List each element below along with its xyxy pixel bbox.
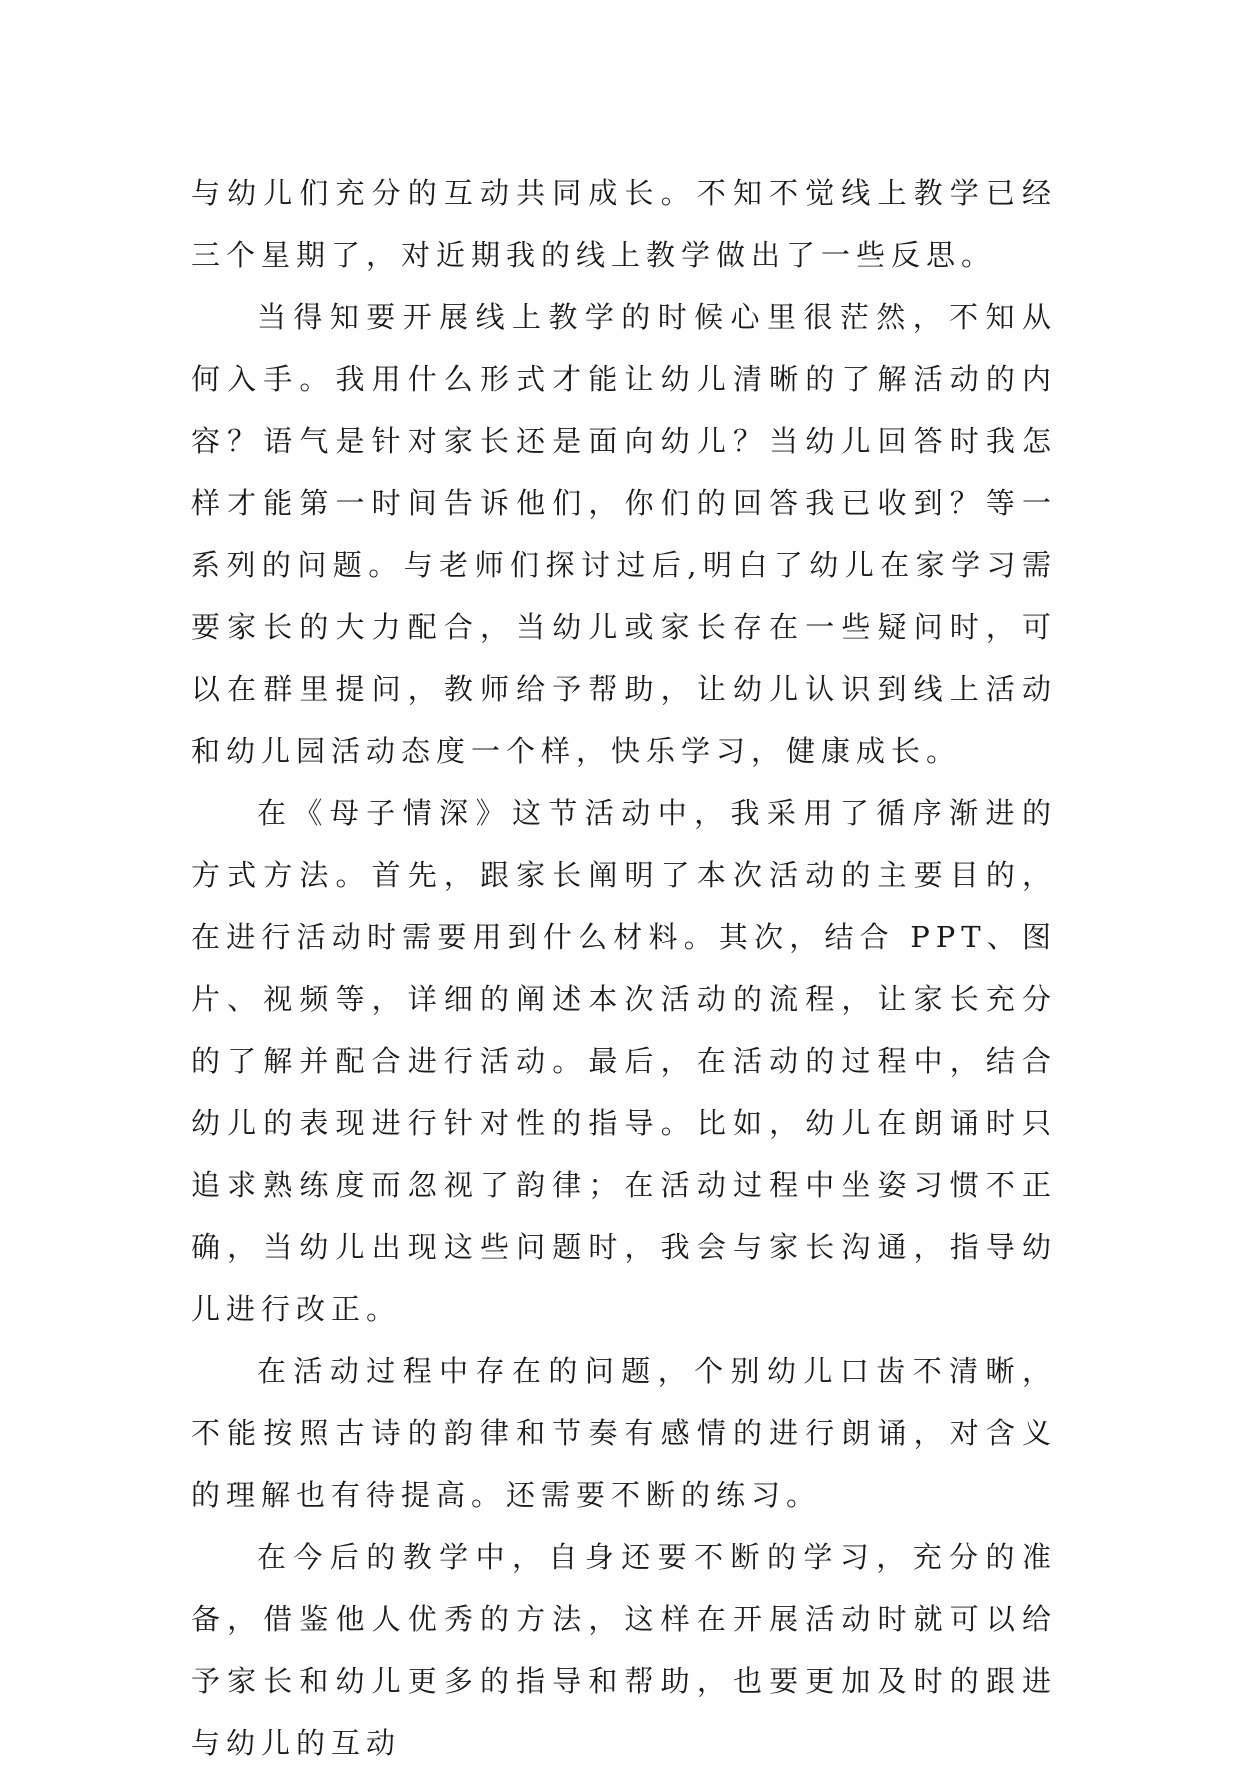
document-body xyxy=(191,162,1057,1774)
paragraph-future-plans: 在今后的教学中，自身还要不断的学习，充分的准备，借鉴他人优秀的方法，这样在开展活动时就可以给予家长和幼儿更多的指导和帮助，也要更加及时的跟进与幼儿的互动 xyxy=(191,1540,1057,1760)
paragraph-continuation: 与幼儿们充分的互动共同成长。不知不觉线上教学已经三个星期了，对近期我的线上教学做出了一些反思。 xyxy=(191,176,1057,272)
paragraph-problems: 在活动过程中存在的问题，个别幼儿口齿不清晰，不能按照古诗的韵律和节奏有感情的进行朗诵，对含义的理解也有待提高。还需要不断的练习。 xyxy=(191,1354,1057,1512)
paragraph-online-teaching-start: 当得知要开展线上教学的时候心里很茫然，不知从何入手。我用什么形式才能让幼儿清晰的了解活动的内容？语气是针对家长还是面向幼儿？当幼儿回答时我怎样才能第一时间告诉他们，你们的回答我已收到？等一系列的问题。与老师们探讨过后,明白了幼儿在家学习需要家长的大力配合，当幼儿或家长存在一些疑问时，可以在群里提问，教师给予帮助，让幼儿认识到线上活动和幼儿园活动态度一个样，快乐学习，健康成长。 xyxy=(191,300,1057,768)
paragraph-activity-method: 在《母子情深》这节活动中，我采用了循序渐进的方式方法。首先，跟家长阐明了本次活动的主要目的，在进行活动时需要用到什么材料。其次，结合 PPT、图片、视频等，详细的阐述本次活动的流程，让家长充分的了解并配合进行活动。最后，在活动的过程中，结合幼儿的表现进行针对性的指导。比如，幼儿在朗诵时只追求熟练度而忽视了韵律；在活动过程中坐姿习惯不正确，当幼儿出现这些问题时，我会与家长沟通，指导幼儿进行改正。 xyxy=(191,796,1057,1326)
